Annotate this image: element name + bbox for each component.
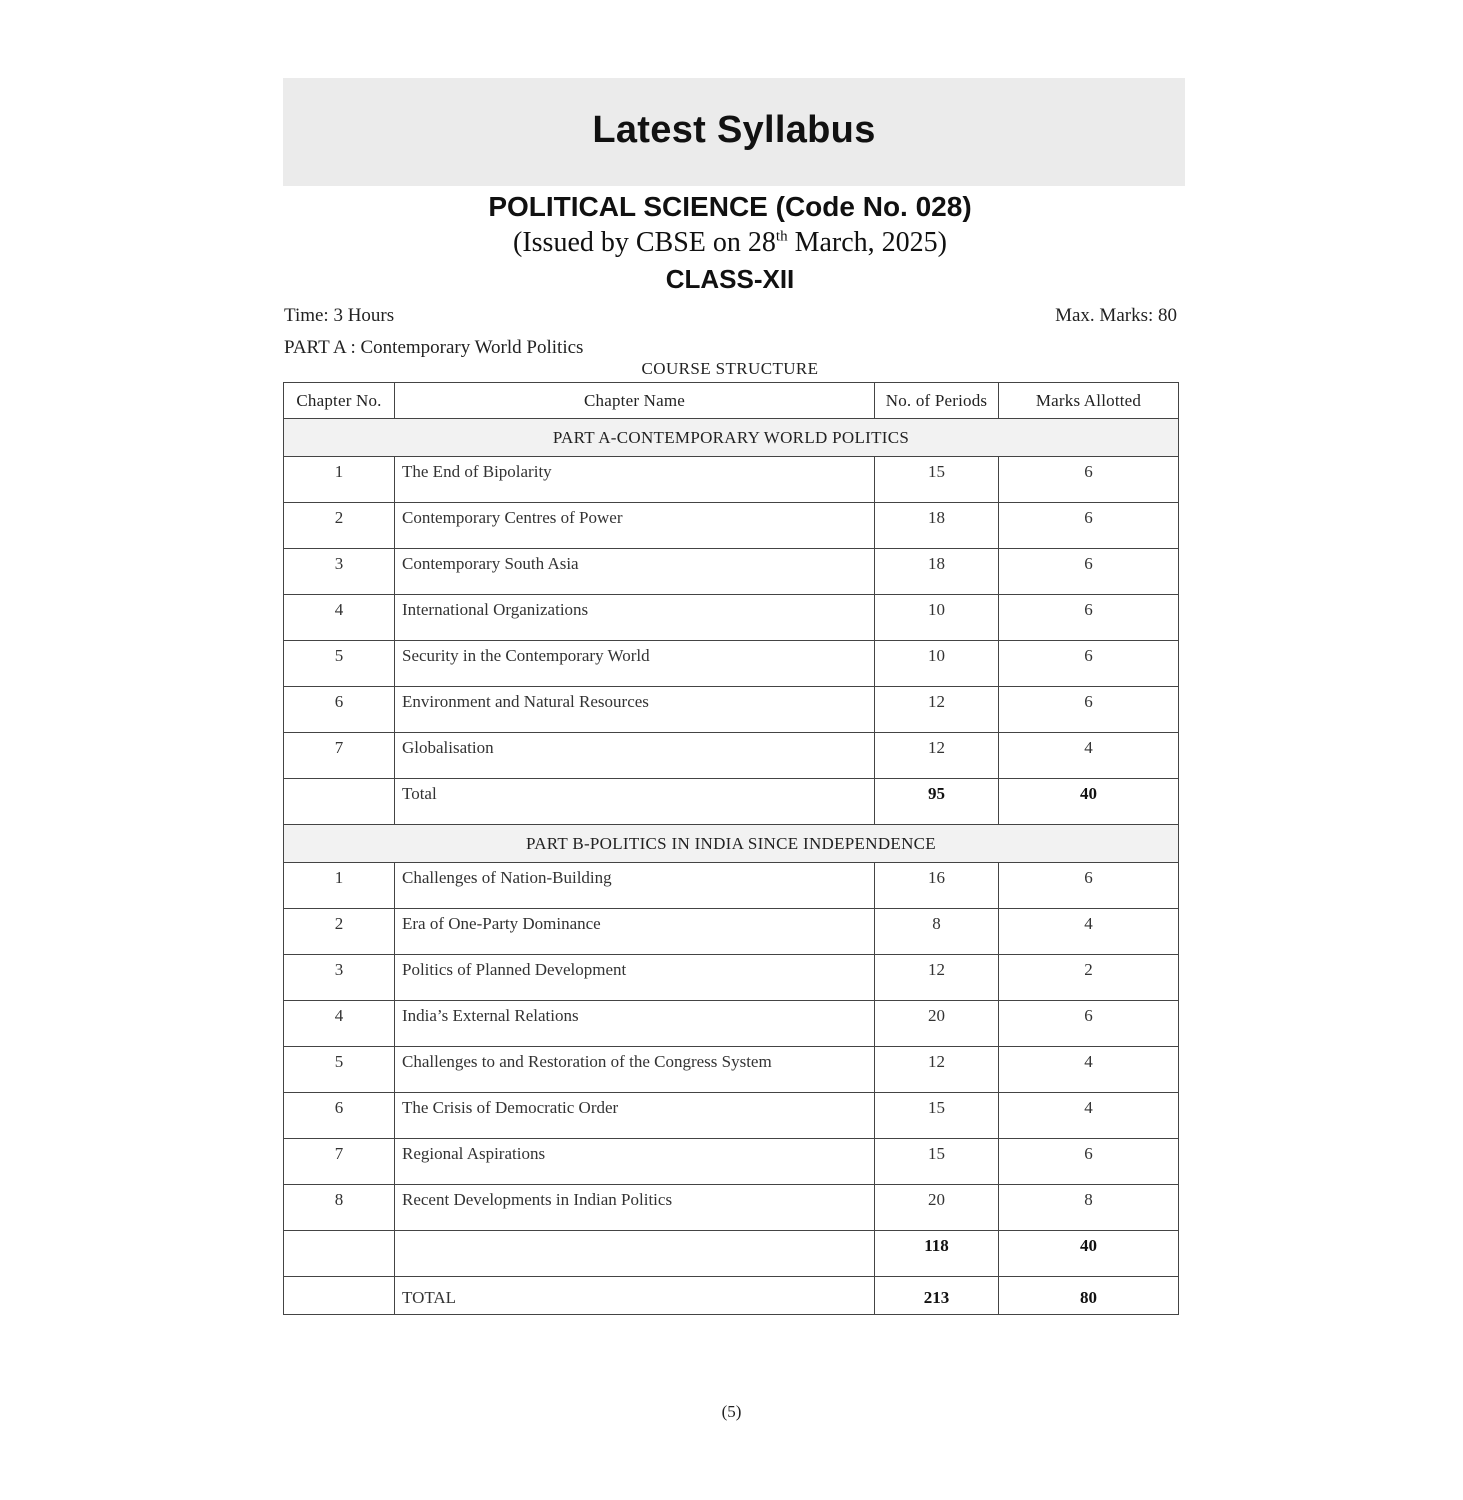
chapter-name-cell: Environment and Natural Resources — [395, 687, 875, 733]
periods-cell: 20 — [875, 1001, 999, 1047]
table-row — [284, 1047, 1179, 1093]
periods-cell: 8 — [875, 909, 999, 955]
marks-cell: 6 — [999, 1139, 1179, 1185]
chapter-name-cell: Contemporary Centres of Power — [395, 503, 875, 549]
chapter-no-cell: 6 — [284, 687, 395, 733]
course-structure-label: COURSE STRUCTURE — [641, 359, 819, 378]
max-marks: Max. Marks: 80 — [1055, 305, 1177, 326]
chapter-no-cell: 2 — [284, 909, 395, 955]
grand-total-row — [284, 1277, 1179, 1315]
table-row — [284, 1001, 1179, 1047]
part-a-section-title: PART A-CONTEMPORARY WORLD POLITICS — [284, 419, 1179, 457]
total-label: Total — [395, 779, 875, 825]
issued-line — [283, 227, 1177, 259]
periods-cell: 15 — [875, 457, 999, 503]
part-a-section-row — [284, 419, 1179, 457]
part-b-section-title: PART B-POLITICS IN INDIA SINCE INDEPENDENCE — [284, 825, 1179, 863]
table-row — [284, 595, 1179, 641]
chapter-no-cell: 1 — [284, 457, 395, 503]
periods-cell: 12 — [875, 955, 999, 1001]
chapter-name-cell: Regional Aspirations — [395, 1139, 875, 1185]
total-no-cell — [284, 779, 395, 825]
chapter-no-cell: 6 — [284, 1093, 395, 1139]
subtotal-name-cell — [395, 1231, 875, 1277]
total-marks: 40 — [999, 779, 1179, 825]
chapter-no-cell: 3 — [284, 955, 395, 1001]
table-row — [284, 733, 1179, 779]
syllabus-banner — [283, 78, 1185, 186]
marks-cell: 4 — [999, 733, 1179, 779]
chapter-no-cell: 4 — [284, 1001, 395, 1047]
marks-cell: 6 — [999, 549, 1179, 595]
header-chapter-name: Chapter Name — [395, 383, 875, 419]
periods-cell: 18 — [875, 503, 999, 549]
class-title: CLASS-XII — [665, 264, 795, 294]
chapter-name-cell: Challenges of Nation-Building — [395, 863, 875, 909]
table-row — [284, 909, 1179, 955]
chapter-no-cell: 5 — [284, 1047, 395, 1093]
periods-cell: 10 — [875, 641, 999, 687]
periods-cell: 15 — [875, 1093, 999, 1139]
table-row — [284, 1185, 1179, 1231]
chapter-no-cell: 7 — [284, 733, 395, 779]
exam-time: Time: 3 Hours — [284, 305, 395, 326]
issued-superscript: th — [775, 228, 788, 245]
periods-cell: 12 — [875, 687, 999, 733]
page-number: (5) — [721, 1402, 742, 1421]
chapter-name-cell: Security in the Contemporary World — [395, 641, 875, 687]
marks-cell: 6 — [999, 457, 1179, 503]
chapter-name-cell: Challenges to and Restoration of the Congress System — [395, 1047, 875, 1093]
subject-title: POLITICAL SCIENCE (Code No. 028) — [488, 191, 972, 222]
subtotal-no-cell — [284, 1231, 395, 1277]
issued-prefix: (Issued by CBSE on 28 — [513, 227, 776, 258]
marks-cell: 8 — [999, 1185, 1179, 1231]
grand-total-no-cell — [284, 1277, 395, 1315]
marks-cell: 4 — [999, 1047, 1179, 1093]
total-periods: 95 — [875, 779, 999, 825]
chapter-name-cell: Politics of Planned Development — [395, 955, 875, 1001]
grand-total-periods: 213 — [875, 1277, 999, 1315]
syllabus-table — [283, 382, 1179, 1315]
chapter-no-cell: 7 — [284, 1139, 395, 1185]
chapter-no-cell: 1 — [284, 863, 395, 909]
chapter-name-cell: Contemporary South Asia — [395, 549, 875, 595]
table-row — [284, 457, 1179, 503]
table-row — [284, 687, 1179, 733]
chapter-no-cell: 5 — [284, 641, 395, 687]
periods-cell: 10 — [875, 595, 999, 641]
periods-cell: 12 — [875, 1047, 999, 1093]
table-row — [284, 1139, 1179, 1185]
grand-total-label: TOTAL — [395, 1277, 875, 1315]
subtotal-marks: 40 — [999, 1231, 1179, 1277]
chapter-no-cell: 4 — [284, 595, 395, 641]
subtotal-periods: 118 — [875, 1231, 999, 1277]
table-row — [284, 503, 1179, 549]
part-b-section-row — [284, 825, 1179, 863]
periods-cell: 12 — [875, 733, 999, 779]
chapter-name-cell: India’s External Relations — [395, 1001, 875, 1047]
chapter-name-cell: Era of One-Party Dominance — [395, 909, 875, 955]
header-marks: Marks Allotted — [999, 383, 1179, 419]
periods-cell: 15 — [875, 1139, 999, 1185]
part-b-subtotal-row — [284, 1231, 1179, 1277]
marks-cell: 4 — [999, 1093, 1179, 1139]
table-row — [284, 641, 1179, 687]
marks-cell: 4 — [999, 909, 1179, 955]
chapter-no-cell: 3 — [284, 549, 395, 595]
periods-cell: 18 — [875, 549, 999, 595]
chapter-name-cell: The End of Bipolarity — [395, 457, 875, 503]
marks-cell: 6 — [999, 863, 1179, 909]
marks-cell: 6 — [999, 503, 1179, 549]
part-a-total-row — [284, 779, 1179, 825]
chapter-name-cell: Globalisation — [395, 733, 875, 779]
banner-title: Latest Syllabus — [592, 108, 876, 151]
marks-cell: 6 — [999, 641, 1179, 687]
marks-cell: 2 — [999, 955, 1179, 1001]
table-row — [284, 549, 1179, 595]
marks-cell: 6 — [999, 687, 1179, 733]
header-chapter-no: Chapter No. — [284, 383, 395, 419]
periods-cell: 20 — [875, 1185, 999, 1231]
chapter-name-cell: International Organizations — [395, 595, 875, 641]
table-row — [284, 863, 1179, 909]
table-row — [284, 955, 1179, 1001]
marks-cell: 6 — [999, 595, 1179, 641]
table-row — [284, 1093, 1179, 1139]
marks-cell: 6 — [999, 1001, 1179, 1047]
table-header-row — [284, 383, 1179, 419]
grand-total-marks: 80 — [999, 1277, 1179, 1315]
part-a-heading: PART A : Contemporary World Politics — [284, 337, 584, 358]
chapter-no-cell: 2 — [284, 503, 395, 549]
chapter-name-cell: Recent Developments in Indian Politics — [395, 1185, 875, 1231]
table-body — [284, 419, 1179, 1315]
chapter-name-cell: The Crisis of Democratic Order — [395, 1093, 875, 1139]
header-periods: No. of Periods — [875, 383, 999, 419]
periods-cell: 16 — [875, 863, 999, 909]
chapter-no-cell: 8 — [284, 1185, 395, 1231]
issued-suffix: March, 2025) — [787, 227, 947, 258]
